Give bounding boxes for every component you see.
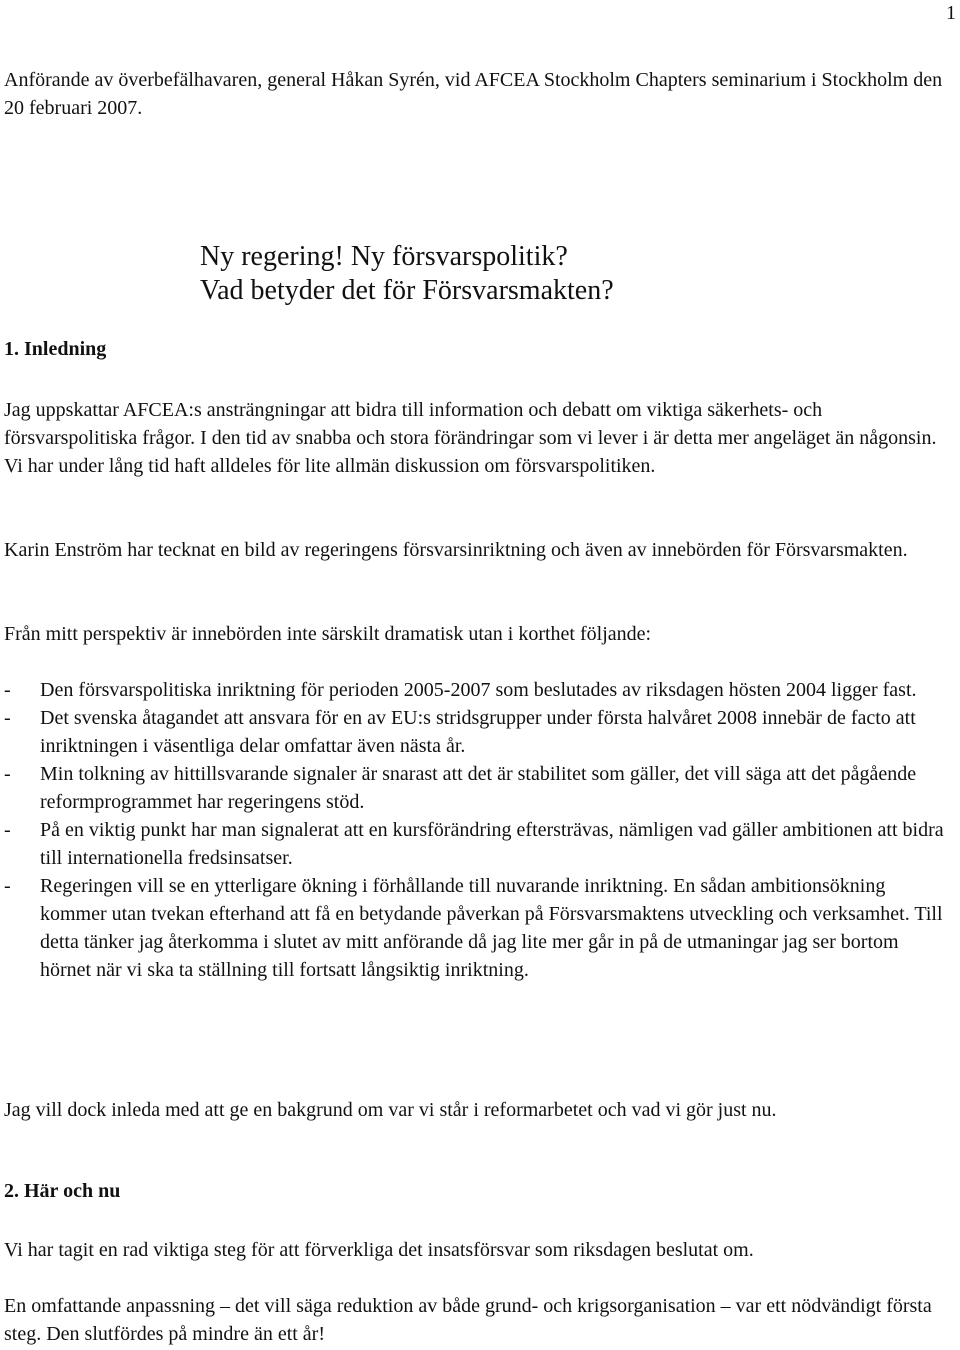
list-item-text: Min tolkning av hittillsvarande signaler är snarast att det är stabilitet som gäller, det vill säga att det pågående reformprogrammet har regeringens stöd. [40,763,917,813]
paragraph-enstrom: Karin Enström har tecknat en bild av regeringens försvarsinriktning och även av innebörden för Försvarsmakten. [4,539,908,561]
title-line-1: Ny regering! Ny försvarspolitik? [200,241,568,272]
list-item [4,704,954,760]
list-item [4,872,954,984]
paragraph-perspektiv: Från mitt perspektiv är innebörden inte särskilt dramatisk utan i korthet följande: [4,623,652,645]
list-item-text: Regeringen vill se en ytterligare ökning i förhållande till nuvarande inriktning. En sådan ambitionsökning kommer utan tvekan efterhand att få en betydande påverkan på Försvarsmaktens utveckling och verksamhet. Till detta tänker jag återkomma i slutet av mitt anförande då jag lite mer går in på de utmaningar jag ser bortom hörnet när vi ska ta ställning till fortsatt långsiktig inriktning. [40,875,943,981]
section-heading-har-och-nu: 2. Här och nu [4,1180,121,1202]
paragraph-anpassning: En omfattande anpassning – det vill säga reduktion av både grund- och krigsorganisation – var ett nödvändigt första steg. Den slutfördes på mindre än ett år! [4,1295,932,1345]
title-line-2: Vad betyder det för Försvarsmakten? [200,275,614,306]
list-item [4,760,954,816]
list-item [4,676,954,704]
bullet-dash: - [4,875,11,897]
list-item [4,816,954,872]
bullet-dash: - [4,679,11,701]
section-heading-inledning: 1. Inledning [4,338,107,360]
bullet-dash: - [4,707,11,729]
paragraph-bakgrund: Jag vill dock inleda med att ge en bakgrund om var vi står i reformarbetet och vad vi gör just nu. [4,1099,777,1121]
list-item-text: Den försvarspolitiska inriktning för perioden 2005-2007 som beslutades av riksdagen hösten 2004 ligger fast. [40,679,917,701]
page-number: 1 [946,2,956,24]
bullet-dash: - [4,819,11,841]
paragraph-insatsforsvar: Vi har tagit en rad viktiga steg för att förverkliga det insatsförsvar som riksdagen beslutat om. [4,1239,754,1261]
bullet-dash: - [4,763,11,785]
list-item-text: På en viktig punkt har man signalerat att en kursförändring eftersträvas, nämligen vad gäller ambitionen att bidra till internationella fredsinsatser. [40,819,944,869]
list-item-text: Det svenska åtagandet att ansvara för en av EU:s stridsgrupper under första halvåret 2008 innebär de facto att inriktningen i väsentliga delar omfattar även nästa år. [40,707,916,757]
document-title [200,240,800,308]
intro-paragraph: Anförande av överbefälhavaren, general Håkan Syrén, vid AFCEA Stockholm Chapters seminarium i Stockholm den 20 februari 2007. [4,69,943,119]
paragraph-afcea: Jag uppskattar AFCEA:s ansträngningar att bidra till information och debatt om viktiga säkerhets- och försvarspolitiska frågor. I den tid av snabba och stora förändringar som vi lever i är detta mer angeläget än någonsin. Vi har under lång tid haft alldeles för lite allmän diskussion om försvarspolitiken. [4,399,937,477]
bullet-list [4,676,954,984]
